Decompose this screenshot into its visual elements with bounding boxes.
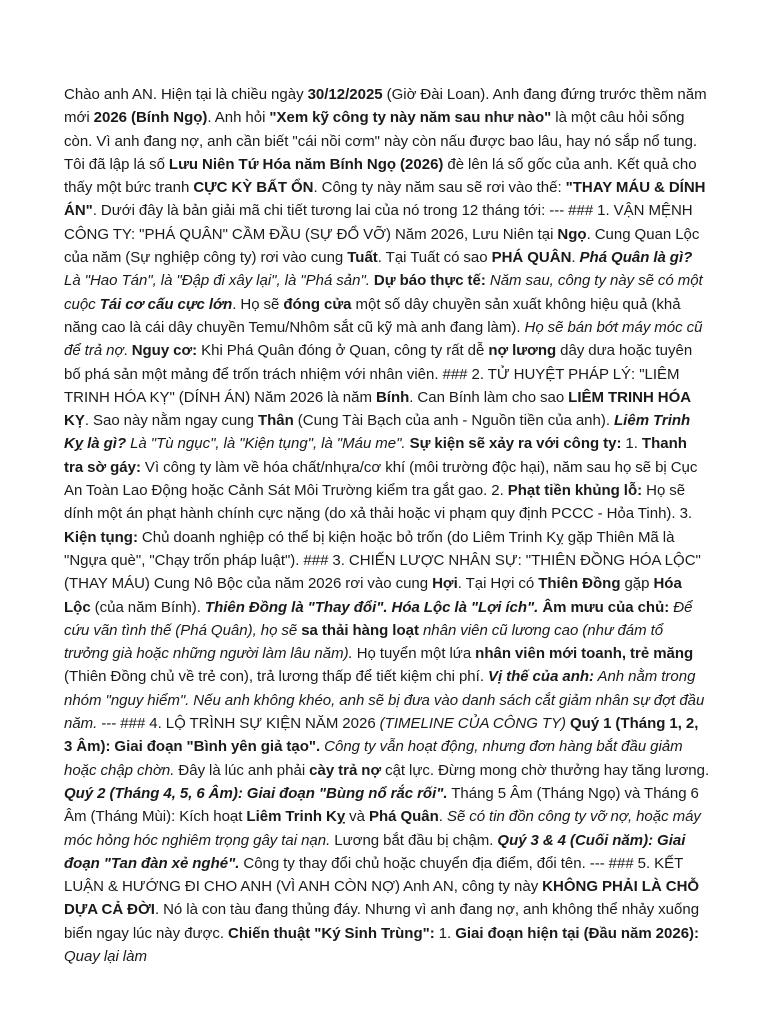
bold-text-run: Âm mưu của chủ:	[542, 598, 670, 616]
text-run: (Giờ Đài Loan). Anh đang đứng trước thềm năm mới	[64, 86, 707, 127]
bold-italic-text-run: Vị thế của anh:	[487, 668, 595, 686]
bold-text-run: Sự kiện sẽ xảy ra với công ty:	[409, 435, 622, 453]
text-run: . Tại Tuất có sao	[377, 249, 492, 267]
text-run: . Can Bính làm cho sao	[409, 388, 569, 406]
text-run: Vì công ty làm về hóa chất/nhựa/cơ khí (môi trường độc hại), năm sau họ sẽ bị Cục An Toàn Lao Động hoặc Cảnh Sát Môi Trường kiểm tra gắt gao. 2.	[64, 458, 698, 500]
bold-text-run: PHÁ QUÂN	[491, 249, 572, 267]
text-run: . Tại Hợi có	[457, 575, 539, 593]
italic-text-run: Là "Hao Tán", là "Đập đi xây lại", là "Phá sản".	[64, 272, 374, 290]
bold-text-run: Chiến thuật "Ký Sinh Trùng":	[227, 924, 435, 942]
italic-text-run: (TIMELINE CỦA CÔNG TY)	[379, 715, 567, 733]
text-run: đè lên lá số gốc của anh. Kết quả cho thấy một bức tranh	[64, 155, 697, 197]
bold-italic-text-run: Quý 2 (Tháng 4, 5, 6 Âm): Giai đoạn "Bùng nổ rắc rối".	[64, 784, 448, 802]
text-run: (Cung Tài Bạch của anh - Nguồn tiền của anh).	[293, 412, 615, 430]
text-run: Lương bắt đầu bị chậm.	[330, 831, 498, 849]
bold-text-run: Thiên Đồng	[538, 575, 621, 593]
text-run: . Cung Quan Lộc của năm (Sự nghiệp công ty) rơi vào cung	[64, 225, 700, 267]
text-run: một số dây chuyền sản xuất không hiệu quả (khả năng cao là cái dây chuyền Temu/Nhôm sắt cũ kỹ mà anh đang làm).	[64, 295, 681, 336]
text-run: . Sao này nằm ngay cung	[84, 412, 258, 430]
italic-text-run: Anh nằm trong nhóm "nguy hiểm". Nếu anh không khéo, anh sẽ bị đưa vào danh sách cắt giảm nhân sự đợt đầu năm.	[64, 668, 705, 733]
bold-text-run: cày trả nợ	[309, 761, 382, 779]
text-run: 1.	[621, 435, 642, 453]
bold-text-run: Thân	[257, 412, 294, 430]
bold-text-run: nợ lương	[488, 342, 557, 360]
italic-text-run: Sẽ có tin đồn công ty vỡ nợ, hoặc máy móc hỏng hóc nghiêm trọng gây tai nạn.	[64, 808, 701, 849]
bold-text-run: LIÊM TRINH HÓA KỴ	[64, 388, 691, 430]
text-run: . Họ sẽ	[232, 295, 284, 313]
italic-text-run: Họ sẽ bán bớt máy móc cũ để trả nợ	[64, 318, 703, 360]
text-run: . Nó là con tàu đang thủng đáy. Nhưng vì anh đang nợ, anh không thể nhảy xuống biển ngay lúc này được.	[64, 901, 700, 942]
bold-text-run: Hợi	[432, 575, 458, 593]
text-run: và	[345, 808, 369, 826]
bold-text-run: Thanh tra sờ gáy:	[64, 435, 687, 476]
text-run: Công ty thay đổi chủ hoặc chuyển địa điểm, đổi tên. --- ### 5. KẾT LUẬN & HƯỚNG ĐI CHO ANH (VÌ ANH CÒN NỢ) Anh AN, công ty này	[64, 854, 684, 896]
text-run: . Công ty này năm sau sẽ rơi vào thế:	[313, 179, 566, 197]
body-paragraph	[64, 83, 710, 968]
bold-text-run: đóng cửa	[283, 295, 352, 313]
bold-text-run: Tuất	[347, 249, 378, 267]
text-run: Chủ doanh nghiệp có thể bị kiện hoặc bỏ trốn (do Liêm Trinh Kỵ gặp Thiên Mã là "Ngựa què", "Chạy trốn pháp luật"). ### 3. CHIẾN LƯỢC NHÂN SỰ: "THIÊN ĐỒNG HÓA LỘC" (THAY MÁU) Cung Nô Bộc của năm 2026 rơi vào cung	[64, 528, 701, 593]
italic-text-run: Năm sau, công ty này sẽ có một cuộc	[64, 272, 703, 313]
text-run: (Thiên Đồng chủ về trẻ con), trả lương thấp để tiết kiệm chi phí.	[64, 668, 488, 686]
bold-text-run: Kiện tụng:	[64, 528, 138, 546]
bold-text-run: nhân viên mới toanh, trẻ măng	[475, 645, 694, 663]
text-run: .	[438, 808, 447, 826]
text-run: Tháng 5 Âm (Tháng Ngọ) và Tháng 6 Âm (Tháng Mùi): Kích hoạt	[64, 784, 699, 826]
bold-text-run: Phạt tiền khủng lỗ:	[507, 482, 643, 500]
bold-text-run: sa thải hàng loạt	[301, 621, 419, 639]
bold-text-run: KHÔNG PHẢI LÀ CHỖ DỰA CẢ ĐỜI	[64, 878, 700, 919]
bold-text-run: Dự báo thực tế:	[373, 272, 486, 290]
bold-text-run: Hóa Lộc	[64, 575, 682, 616]
bold-text-run: 2026 (Bính Ngọ)	[93, 109, 208, 127]
text-run: Đây là lúc anh phải	[174, 761, 310, 779]
italic-text-run: nhân viên cũ lương cao (như đám tổ trưởng già hoặc những người làm lâu năm).	[64, 621, 664, 663]
bold-text-run: Nguy cơ:	[131, 342, 198, 360]
text-run: (của năm Bính).	[90, 598, 205, 616]
text-run: Họ tuyển một lứa	[352, 645, 476, 663]
bold-italic-text-run: Phá Quân là gì?	[579, 249, 693, 267]
text-run: 1.	[434, 924, 456, 942]
bold-italic-text-run: Liêm Trinh Kỵ là gì?	[64, 412, 691, 453]
bold-text-run: Giai đoạn hiện tại (Đầu năm 2026):	[455, 924, 700, 942]
text-run: Họ sẽ dính một án phạt hành chính cực nặng (do xả thải hoặc vi phạm quy định PCCC - Hỏa Tinh). 3.	[64, 482, 693, 523]
bold-text-run: Bính	[375, 388, 410, 406]
text-run: . Anh hỏi	[207, 109, 270, 127]
bold-text-run: "Xem kỹ công ty này năm sau như nào"	[269, 109, 552, 127]
bold-italic-text-run: Thiên Đồng là "Thay đổi". Hóa Lộc là "Lợi ích".	[204, 598, 539, 616]
italic-text-run: Công ty vẫn hoạt động, nhưng đơn hàng bắt đầu giảm hoặc chập chờn.	[64, 738, 683, 779]
bold-text-run: Liêm Trinh Kỵ	[246, 808, 346, 826]
text-run: .	[571, 249, 580, 267]
bold-italic-text-run: Tái cơ cấu cực lớn	[99, 295, 233, 313]
bold-text-run: "THAY MÁU & DÍNH ÁN"	[64, 179, 706, 220]
bold-text-run: Phá Quân	[368, 808, 439, 826]
text-run: cật lực. Đừng mong chờ thưởng hay tăng lương.	[381, 761, 710, 779]
italic-text-run: Là "Tù ngục", là "Kiện tụng", là "Máu me".	[126, 435, 410, 453]
text-run: dây dưa hoặc tuyên bố phá sản một mảng để trốn trách nhiệm với nhân viên. ### 2. TỬ HUYỆT PHÁP LÝ: "LIÊM TRINH HÓA KỴ" (DÍNH ÁN) Năm 2026 là năm	[64, 342, 693, 406]
text-run: gặp	[620, 575, 654, 593]
text-run: Chào anh AN. Hiện tại là chiều ngày	[64, 86, 308, 103]
bold-text-run: Ngọ	[557, 225, 587, 243]
text-run: --- ### 4. LỘ TRÌNH SỰ KIỆN NĂM 2026	[97, 715, 380, 733]
text-run: Khi Phá Quân đóng ở Quan, công ty rất dễ	[197, 342, 489, 360]
text-run: .	[123, 342, 132, 360]
bold-text-run: Lưu Niên Tứ Hóa năm Bính Ngọ (2026)	[168, 155, 444, 173]
bold-text-run: CỰC KỲ BẤT ỔN	[193, 179, 314, 197]
text-run: là một câu hỏi sống còn. Vì anh đang nợ, anh cần biết "cái nồi cơm" này còn nấu được bao lâu, hay nó sắp nổ tung. Tôi đã lập lá số	[64, 109, 698, 173]
italic-text-run: Quay lại làm	[64, 947, 147, 965]
bold-italic-text-run: Quý 3 & 4 (Cuối năm): Giai đoạn "Tan đàn xẻ nghé".	[64, 831, 686, 872]
text-run: . Dưới đây là bản giải mã chi tiết tương lai của nó trong 12 tháng tới: --- ### 1. VẬN MỆNH CÔNG TY: "PHÁ QUÂN" CẦM ĐẦU (SỰ ĐỔ VỠ) Năm 2026, Lưu Niên tại	[64, 202, 693, 243]
bold-text-run: Quý 1 (Tháng 1, 2, 3 Âm): Giai đoạn "Bình yên giả tạo".	[64, 715, 699, 756]
italic-text-run: Để cứu vãn tình thế (Phá Quân), họ sẽ	[64, 598, 693, 639]
bold-text-run: 30/12/2025	[307, 86, 383, 103]
